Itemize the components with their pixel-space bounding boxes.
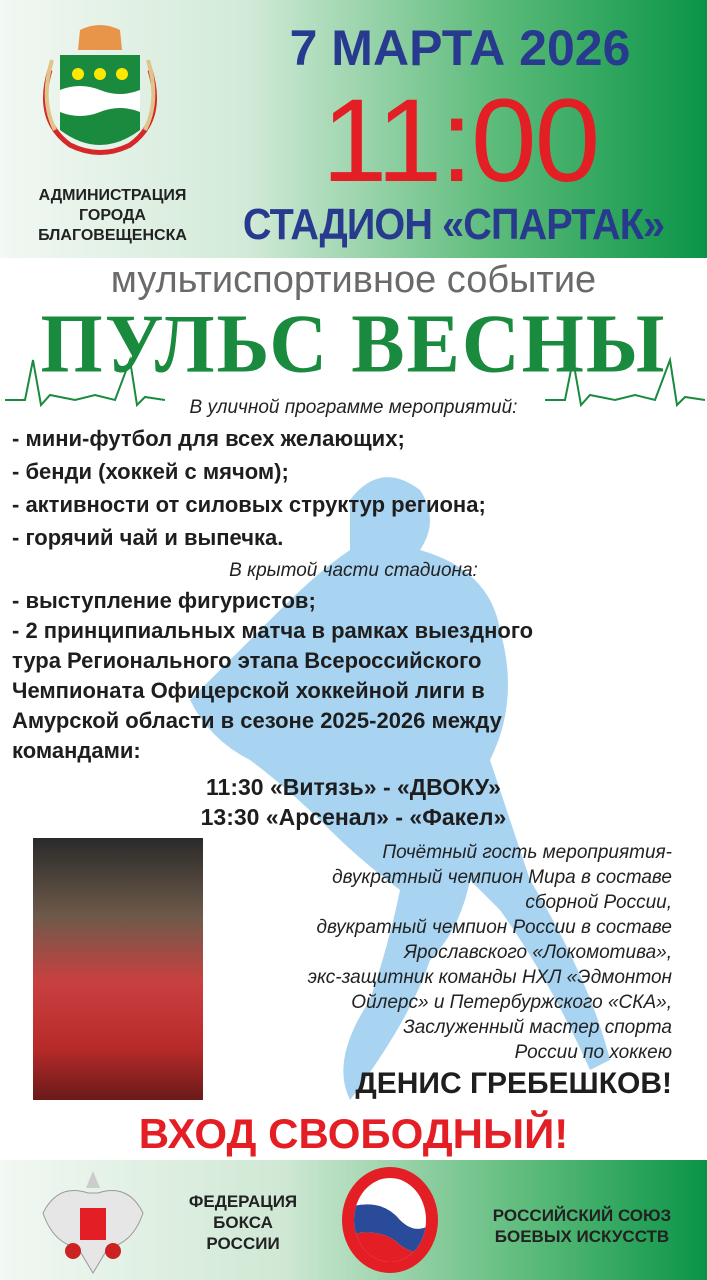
list-item: - горячий чай и выпечка.	[12, 525, 284, 550]
guest-line: сборной России,	[525, 892, 672, 913]
list-item: - бенди (хоккей с мячом);	[12, 459, 289, 484]
event-title: ПУЛЬС ВЕСНЫ	[40, 297, 667, 391]
list-item: тура Регионального этапа Всероссийского	[12, 648, 482, 673]
martial-arts-union-emblem-icon	[340, 1165, 440, 1275]
list-item: - мини-футбол для всех желающих;	[12, 426, 405, 451]
guest-photo	[33, 838, 203, 1100]
guest-line: Ярославского «Локомотива»,	[403, 942, 672, 963]
match-item: 11:30 «Витязь» - «ДВОКУ»	[206, 774, 501, 800]
guest-line: двукратный чемпион России в составе	[316, 917, 672, 938]
guest-line: России по хоккею	[514, 1042, 672, 1063]
city-coat-of-arms-icon	[30, 20, 170, 170]
guest-line: Заслуженный мастер спорта	[403, 1017, 672, 1038]
guest-line: экс-защитник команды НХЛ «Эдмонтон	[307, 967, 672, 988]
footer-line: БОКСА	[213, 1213, 273, 1232]
boxing-federation-label	[168, 1191, 318, 1254]
outdoor-heading: В уличной программе мероприятий:	[189, 397, 518, 418]
list-item: Амурской области в сезоне 2025-2026 между	[12, 708, 502, 733]
list-item: - активности от силовых структур региона;	[12, 492, 486, 517]
free-entry: ВХОД СВОБОДНЫЙ!	[138, 1110, 569, 1157]
outdoor-list	[12, 422, 486, 554]
footer-line: БОЕВЫХ ИСКУССТВ	[494, 1227, 670, 1246]
indoor-list	[12, 586, 533, 766]
list-item: - 2 принципиальных матча в рамках выездного	[12, 618, 534, 643]
admin-label	[20, 186, 205, 246]
guest-description	[220, 840, 672, 1065]
admin-line: БЛАГОВЕЩЕНСКА	[38, 227, 187, 244]
list-item: командами:	[12, 738, 141, 763]
event-venue: СТАДИОН «СПАРТАК»	[242, 200, 665, 249]
list-item: Чемпионата Офицерской хоккейной лиги в	[12, 678, 485, 703]
match-item: 13:30 «Арсенал» - «Факел»	[200, 804, 507, 830]
footer-line: ФЕДЕРАЦИЯ	[188, 1192, 298, 1211]
list-item: - выступление фигуристов;	[12, 588, 316, 613]
event-date: 7 МАРТА 2026	[289, 20, 631, 76]
admin-line: АДМИНИСТРАЦИЯ	[38, 187, 187, 204]
footer-line: РОССИЙСКИЙ СОЮЗ	[492, 1206, 672, 1225]
guest-line: двукратный чемпион Мира в составе	[332, 867, 672, 888]
footer-line: РОССИИ	[206, 1234, 280, 1253]
guest-line: Почётный гость мероприятия-	[382, 842, 672, 863]
guest-line: Ойлерс» и Петербуржского «СКА»,	[351, 992, 672, 1013]
indoor-heading: В крытой части стадиона:	[229, 560, 478, 581]
boxing-federation-eagle-emblem-icon	[38, 1163, 148, 1278]
martial-arts-union-label	[462, 1205, 702, 1247]
match-schedule	[0, 772, 707, 832]
event-subtitle: мультиспортивное событие	[110, 259, 597, 301]
event-time: 11:00	[321, 75, 599, 207]
guest-name: ДЕНИС ГРЕБЕШКОВ!	[355, 1067, 672, 1100]
admin-line: ГОРОДА	[79, 207, 146, 224]
